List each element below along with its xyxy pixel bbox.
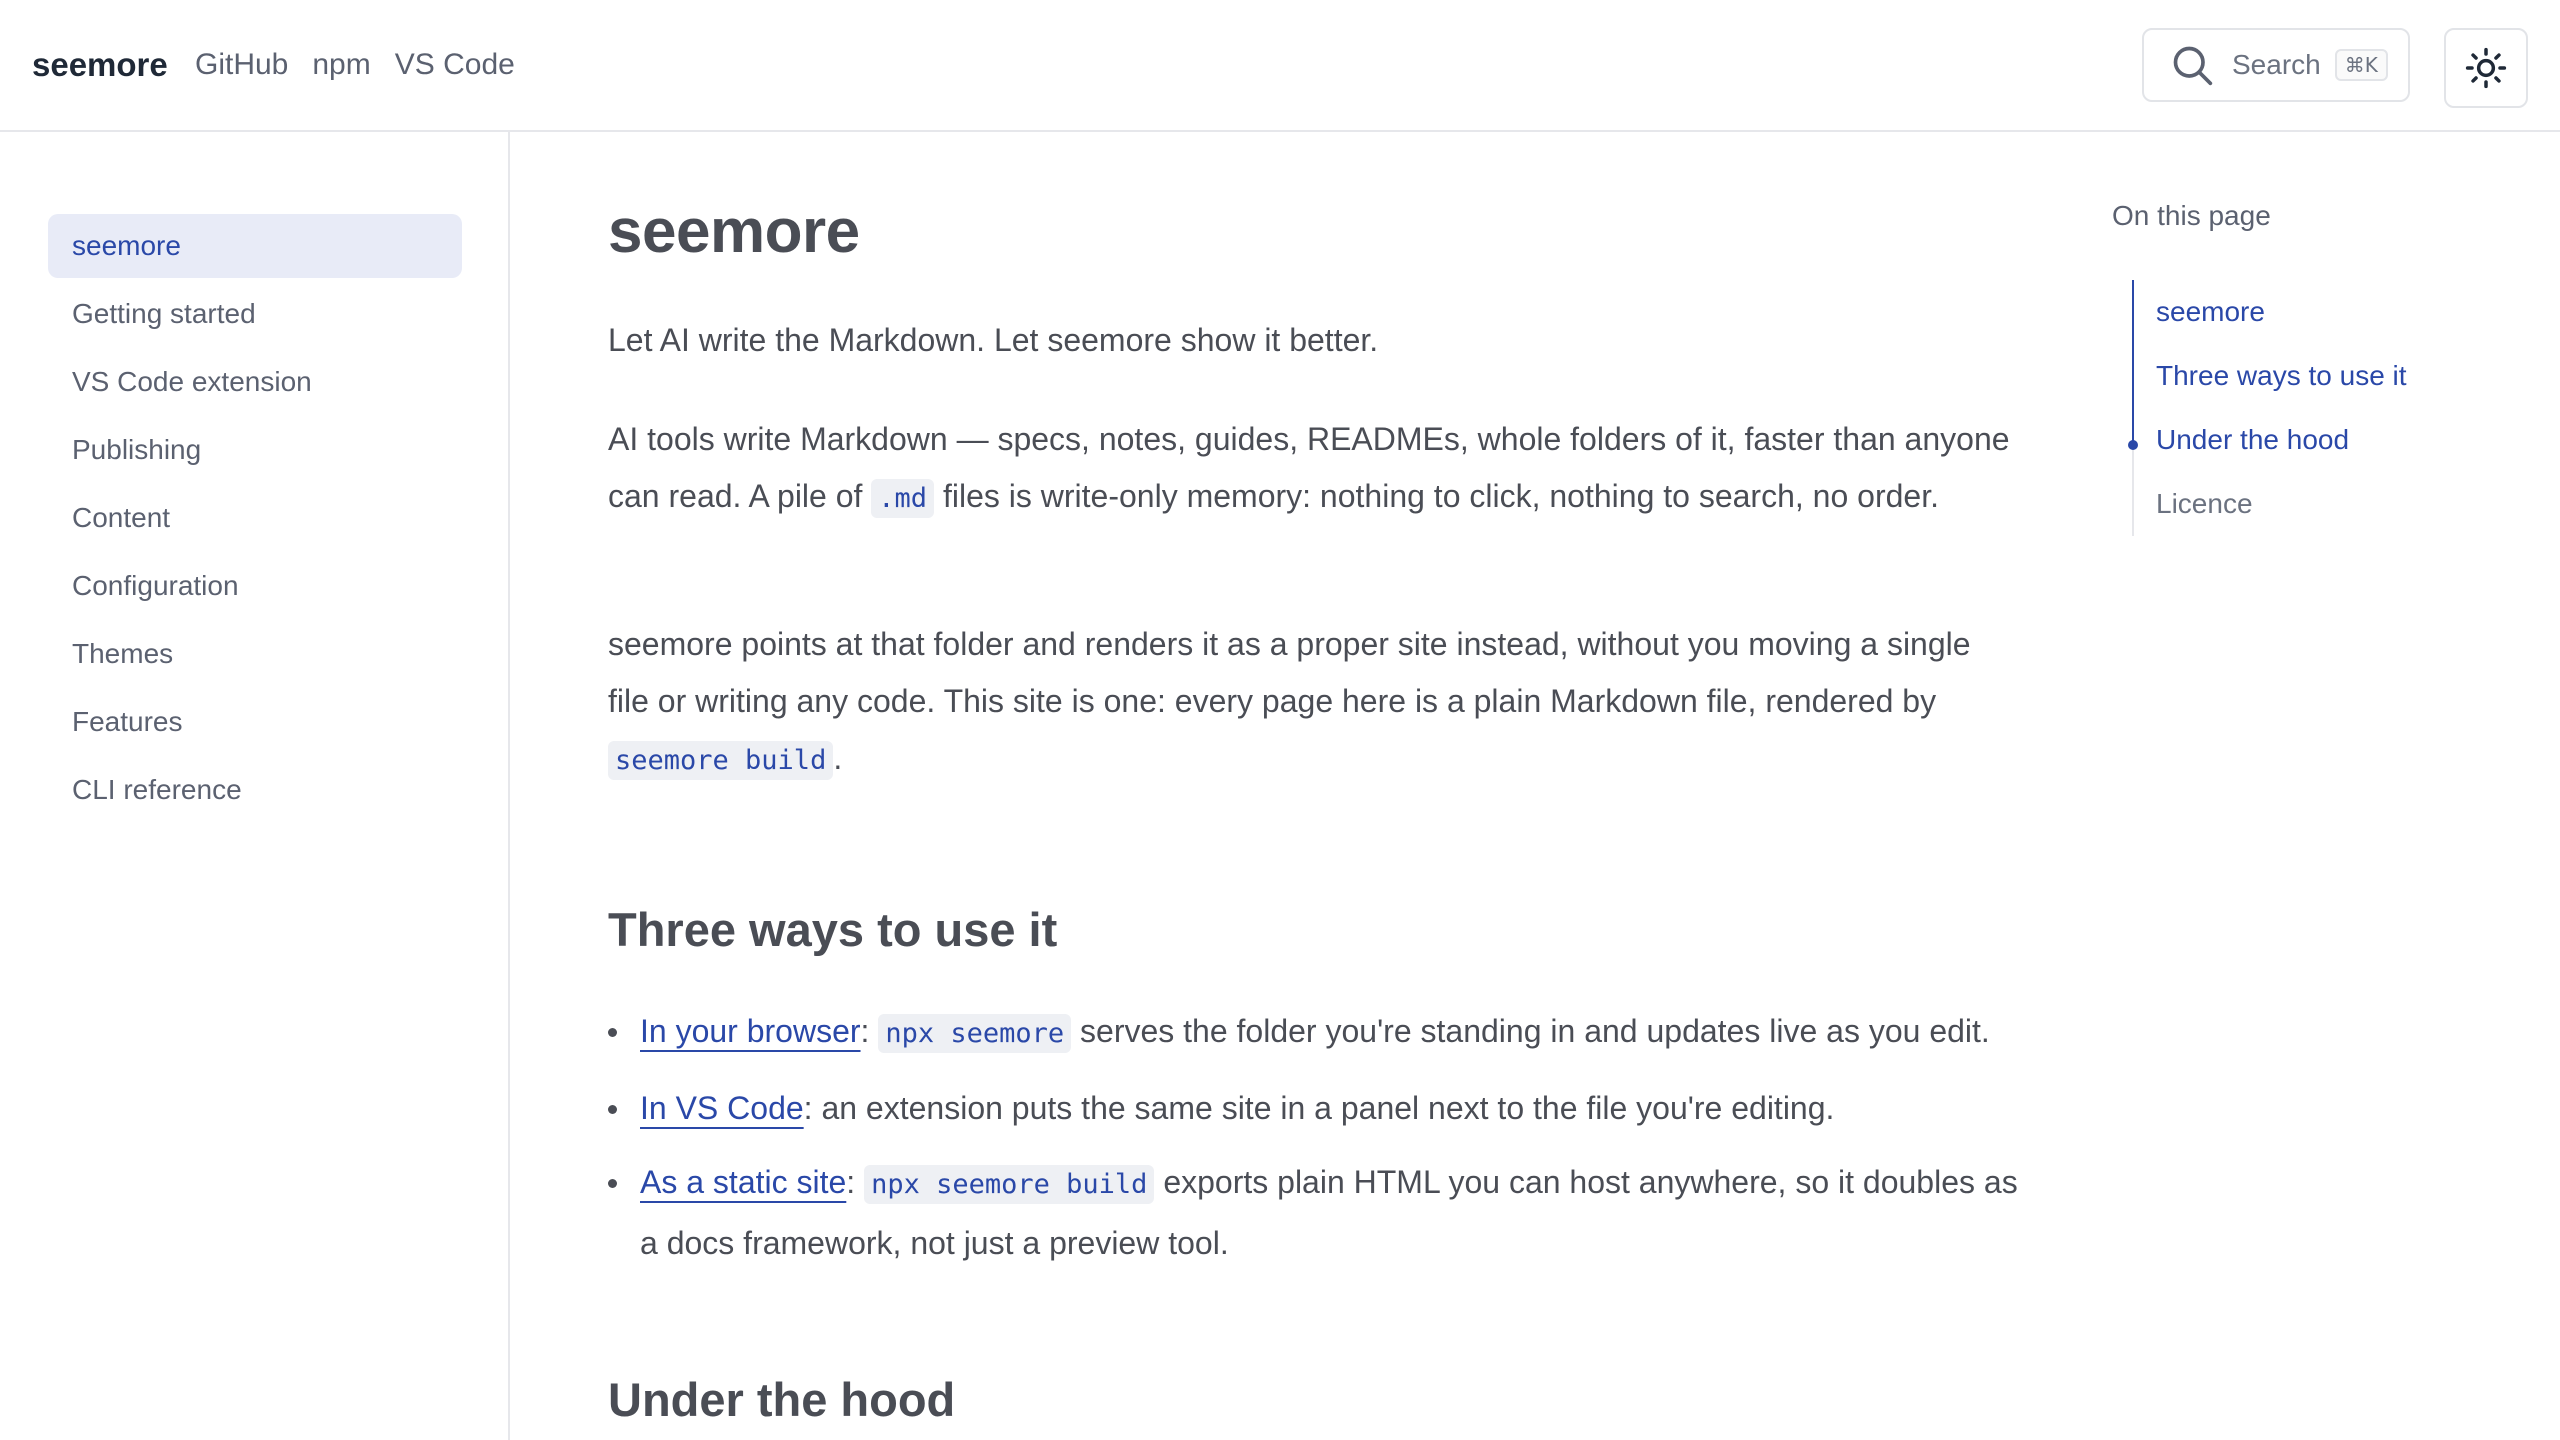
link-in-browser[interactable]: In your browser (640, 1013, 861, 1049)
list-item-text: : an extension puts the same site in a panel next to the file you're editing. (803, 1090, 1835, 1126)
page-title: seemore (608, 197, 860, 266)
description-text: seemore points at that folder and renders it as a proper site instead, without you moving a single file or writing any code. This site is one: every page here is a plain Markdown file, rendered by (608, 626, 1971, 719)
sidebar-item-publishing[interactable]: Publishing (72, 434, 202, 465)
list-item-sep: : (846, 1164, 865, 1200)
top-nav (195, 48, 515, 82)
nav-link-github[interactable]: GitHub (195, 48, 289, 81)
sidebar-item-themes[interactable]: Themes (72, 638, 174, 669)
search-shortcut: ⌘K (2335, 49, 2388, 81)
usage-list (608, 1002, 2020, 1288)
sidebar-nav (48, 214, 462, 826)
list-item (608, 1079, 2020, 1137)
toc-item-seemore[interactable]: seemore (2156, 296, 2265, 327)
list-item-sep: : (860, 1013, 879, 1049)
list-item (608, 1153, 2020, 1272)
top-header (0, 0, 2560, 132)
sidebar-item-getting-started[interactable]: Getting started (72, 298, 256, 329)
link-static-site[interactable]: As a static site (640, 1164, 847, 1200)
sidebar-item-features[interactable]: Features (72, 706, 183, 737)
table-of-contents (2112, 200, 2532, 519)
intro-text-before: AI tools write Markdown — specs, notes, guides, READMEs, whole folders of it, faster than anyone can read. A pile of (608, 421, 2010, 514)
sidebar (0, 132, 510, 1440)
sidebar-item-content[interactable]: Content (72, 502, 171, 533)
nav-link-vscode[interactable]: VS Code (394, 48, 515, 81)
sun-icon (2465, 47, 2507, 89)
description-end: . (833, 740, 843, 776)
search-icon (2170, 43, 2214, 87)
sidebar-item-seemore[interactable]: seemore (48, 214, 462, 278)
list-item-text: exports plain HTML you can host anywhere, so it doubles as a docs framework, not just a preview tool. (640, 1164, 2018, 1261)
nav-link-npm[interactable]: npm (312, 48, 371, 81)
inline-code-npx-seemore: npx seemore (878, 1014, 1071, 1053)
inline-code-npx-seemore-build: npx seemore build (864, 1165, 1154, 1204)
sidebar-item-cli-reference[interactable]: CLI reference (72, 774, 242, 805)
toc-list (2132, 280, 2514, 536)
intro-paragraph (608, 411, 2018, 527)
description-paragraph (608, 616, 2018, 789)
sidebar-item-configuration[interactable]: Configuration (72, 570, 239, 601)
search-label: Search (2232, 49, 2321, 80)
toc-item-under-the-hood[interactable]: Under the hood (2156, 424, 2350, 455)
theme-toggle-button[interactable] (2444, 28, 2528, 108)
intro-text-after: files is write-only memory: nothing to click, nothing to search, no order. (934, 478, 1939, 514)
section-heading-under-the-hood: Under the hood (608, 1373, 956, 1426)
toc-title: On this page (2112, 200, 2271, 231)
sidebar-item-vscode-extension[interactable]: VS Code extension (72, 366, 312, 397)
inline-code-build: seemore build (608, 741, 833, 780)
list-item-text: serves the folder you're standing in and updates live as you edit. (1071, 1013, 1990, 1049)
section-heading-three-ways: Three ways to use it (608, 903, 1058, 956)
search-button[interactable] (2142, 28, 2410, 102)
tagline: Let AI write the Markdown. Let seemore show it better. (608, 322, 1379, 358)
toc-item-licence[interactable]: Licence (2156, 488, 2253, 519)
link-in-vscode[interactable]: In VS Code (640, 1090, 804, 1126)
brand-link[interactable]: seemore (32, 46, 168, 83)
toc-item-three-ways[interactable]: Three ways to use it (2156, 360, 2407, 391)
inline-code-md: .md (871, 479, 934, 518)
list-item (608, 1002, 2020, 1063)
